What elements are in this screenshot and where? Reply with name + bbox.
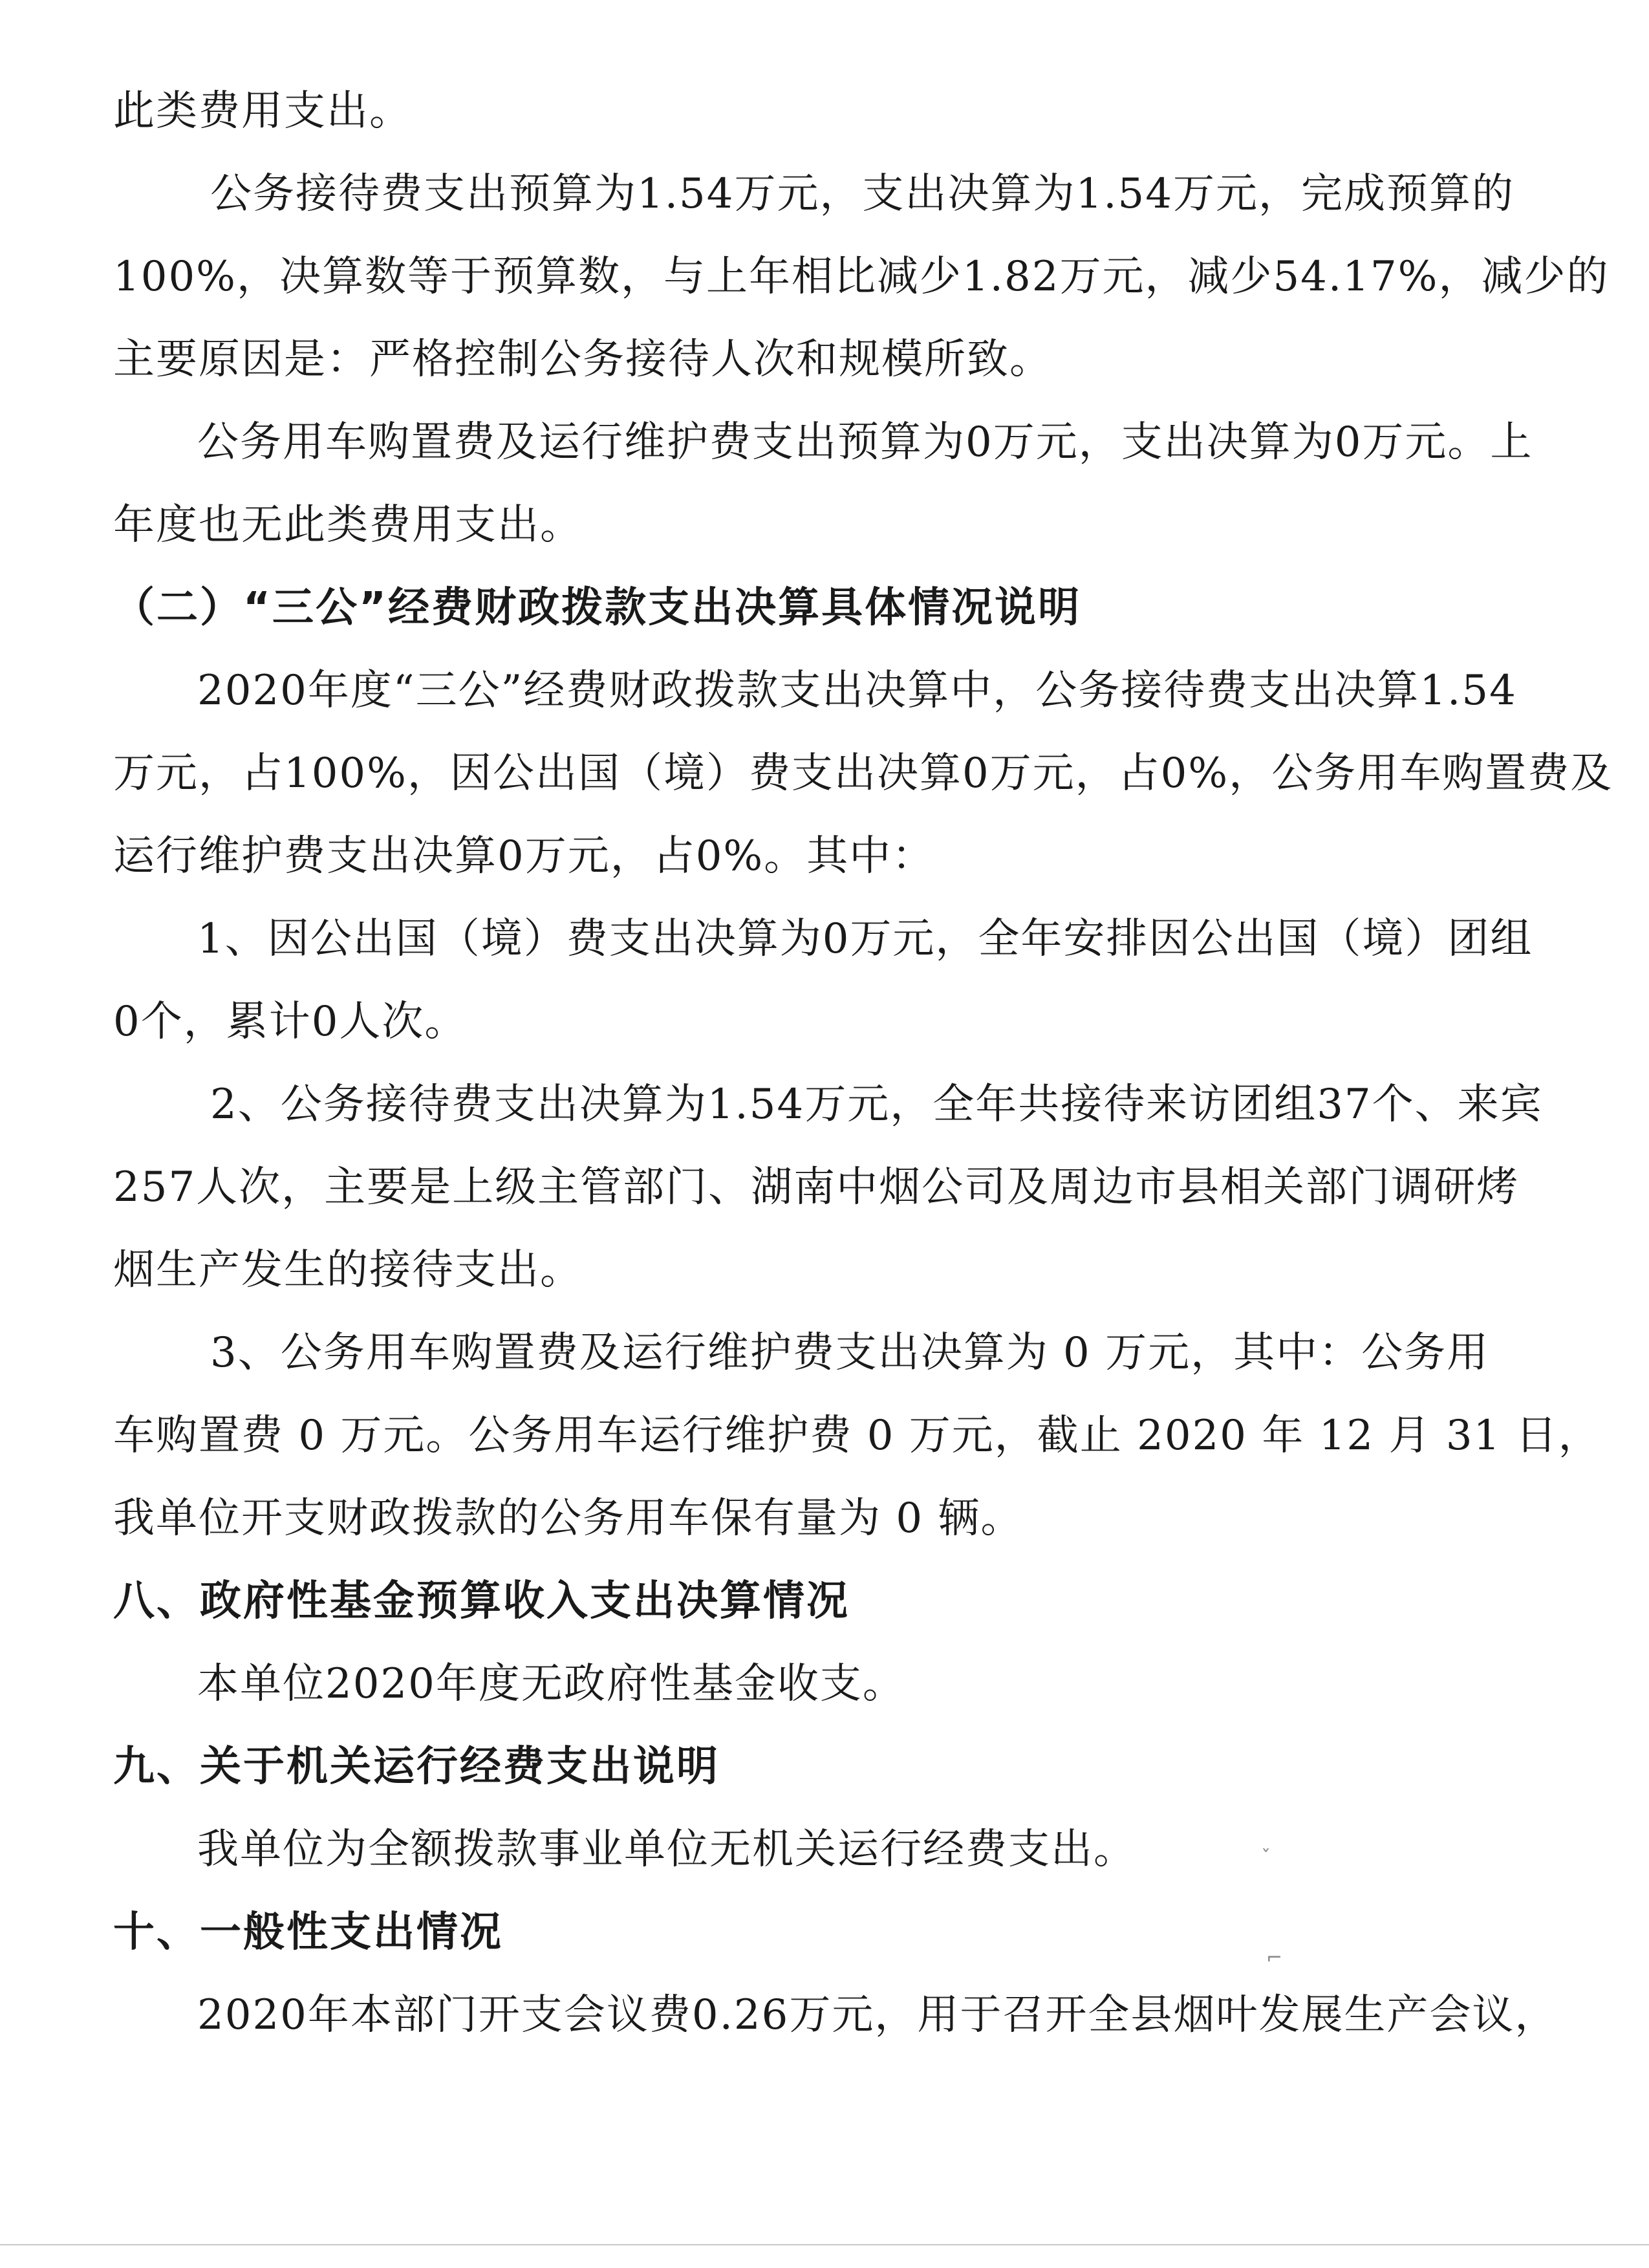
text-line: 车购置费 0 万元。公务用车运行维护费 0 万元，截止 2020 年 12 月 31 日， [113,1412,1601,1460]
section-heading: （二）“三公”经费财政拨款支出决算具体情况说明 [113,584,1082,632]
text-line: 100%，决算数等于预算数，与上年相比减少1.82万元，减少54.17%，减少的 [113,253,1610,301]
section-heading: 十、一般性支出情况 [113,1908,503,1956]
text-line: 公务接待费支出预算为1.54万元，支出决算为1.54万元，完成预算的 [210,170,1514,218]
text-line: 1、因公出国（境）费支出决算为0万元，全年安排因公出国（境）团组 [197,915,1533,963]
section-heading: 八、政府性基金预算收入支出决算情况 [113,1577,850,1625]
text-line: 2020年度“三公”经费财政拨款支出决算中，公务接待费支出决算1.54 [197,667,1517,715]
scan-speck: ⌐ [1266,1947,1283,1969]
text-line: 此类费用支出。 [113,87,412,135]
page-bottom-edge [0,2244,1649,2245]
text-line: 主要原因是：严格控制公务接待人次和规模所致。 [113,336,1052,383]
text-line: 万元，占100%，因公出国（境）费支出决算0万元，占0%，公务用车购置费及 [113,750,1613,797]
text-line: 0个，累计0人次。 [113,998,468,1046]
text-line: 烟生产发生的接待支出。 [113,1246,583,1294]
text-line: 我单位为全额拨款事业单位无机关运行经费支出。 [197,1826,1136,1874]
text-line: 3、公务用车购置费及运行维护费支出决算为 0 万元，其中：公务用 [210,1329,1490,1377]
text-line: 本单位2020年度无政府性基金收支。 [197,1660,905,1708]
text-line: 公务用车购置费及运行维护费支出预算为0万元，支出决算为0万元。上 [197,418,1533,466]
text-line: 运行维护费支出决算0万元，占0%。其中： [113,832,935,880]
text-line: 2、公务接待费支出决算为1.54万元，全年共接待来访团组37个、来宾 [210,1081,1543,1129]
section-heading: 九、关于机关运行经费支出说明 [113,1743,720,1791]
document-body [113,70,1613,2057]
scan-speck: ˇ [1261,1846,1271,1869]
text-line: 2020年本部门开支会议费0.26万元，用于召开全县烟叶发展生产会议， [197,1991,1558,2039]
text-line: 年度也无此类费用支出。 [113,501,583,549]
text-line: 我单位开支财政拨款的公务用车保有量为 0 辆。 [113,1495,1024,1542]
text-line: 257人次，主要是上级主管部门、湖南中烟公司及周边市县相关部门调研烤 [113,1163,1520,1211]
